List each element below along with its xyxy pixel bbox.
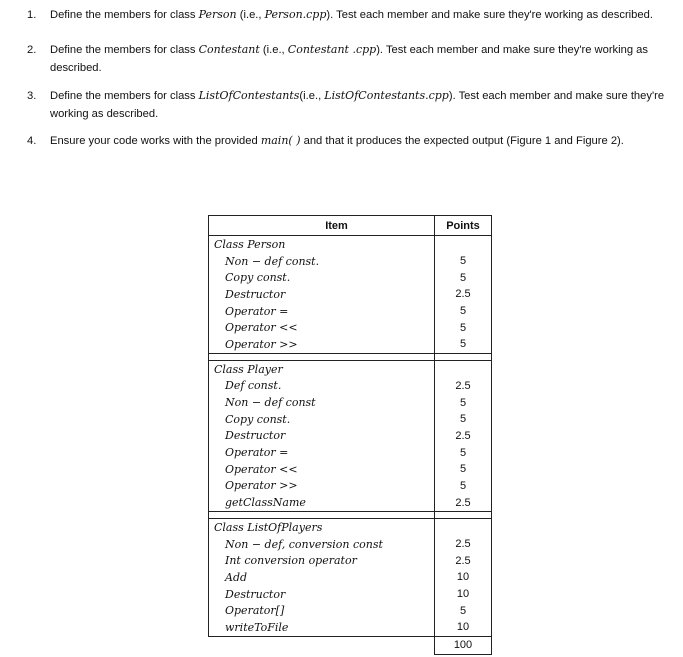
item-name: Operator = [209,303,435,320]
item-points: 10 [435,619,492,636]
item-name: Destructor [209,286,435,303]
item-points: 2.5 [435,494,492,511]
table-row [209,619,492,636]
table-row [209,444,492,461]
group-spacer [209,512,492,519]
table-row [209,569,492,586]
group-title-row [209,360,492,377]
item-points: 5 [435,478,492,495]
item-name: getClassName [209,494,435,511]
item-points: 5 [435,269,492,286]
instruction-number: 1. [27,9,37,21]
table-row [209,461,492,478]
instruction-number: 2. [27,44,37,56]
item-name: Int conversion operator [209,552,435,569]
table-row [209,394,492,411]
table-row [209,286,492,303]
table-row [209,253,492,270]
item-points: 2.5 [435,428,492,445]
item-points: 5 [435,394,492,411]
item-name: Add [209,569,435,586]
item-name: Def const. [209,378,435,395]
item-points: 2.5 [435,536,492,553]
table-row [209,411,492,428]
table-row [209,536,492,553]
instruction-text: Define the members for class Person (i.e., Person.cpp). Test each member and make sure they're working as described. [50,8,653,21]
instruction-number: 3. [27,90,37,102]
item-name: Destructor [209,428,435,445]
item-name: Non − def const [209,394,435,411]
table-row [209,586,492,603]
item-points: 5 [435,303,492,320]
item-name: Copy const. [209,269,435,286]
instruction-text: Define the members for class ListOfContestants(i.e., ListOfContestants.cpp). Test each member and make sure they're working as described. [50,89,665,120]
item-points: 5 [435,319,492,336]
table-row [209,602,492,619]
grading-table [208,215,492,655]
item-name: Operator >> [209,478,435,495]
total-row [209,636,492,654]
item-column-header: Item [209,216,435,236]
instruction-number: 4. [27,135,37,147]
item-points: 5 [435,411,492,428]
group-title-row [209,519,492,536]
item-name: Non − def, conversion const [209,536,435,553]
item-name: writeToFile [209,619,435,636]
group-title: Class Person [209,236,435,253]
item-points: 2.5 [435,552,492,569]
item-name: Operator >> [209,336,435,353]
item-name: Non − def const. [209,253,435,270]
item-name: Destructor [209,586,435,603]
item-name: Operator << [209,319,435,336]
item-points: 5 [435,444,492,461]
item-points: 2.5 [435,378,492,395]
table-row [209,428,492,445]
table-row [209,303,492,320]
table-row [209,552,492,569]
item-points: 10 [435,586,492,603]
table-row [209,336,492,353]
item-name: Operator[] [209,602,435,619]
total-points: 100 [435,636,492,654]
table-row [209,378,492,395]
instruction-text: Define the members for class Contestant (i.e., Contestant .cpp). Test each member and make sure they're working as described. [50,43,648,74]
item-points: 10 [435,569,492,586]
item-name: Copy const. [209,411,435,428]
item-name: Operator << [209,461,435,478]
table-row [209,319,492,336]
group-title: Class Player [209,360,435,377]
points-column-header: Points [435,216,492,236]
group-title: Class ListOfPlayers [209,519,435,536]
item-points: 2.5 [435,286,492,303]
table-row [209,269,492,286]
group-title-row [209,236,492,253]
item-points: 5 [435,602,492,619]
item-name: Operator = [209,444,435,461]
group-spacer [209,353,492,360]
item-points: 5 [435,253,492,270]
item-points: 5 [435,461,492,478]
table-header-row [209,216,492,236]
table-row [209,478,492,495]
instruction-text: Ensure your code works with the provided main( ) and that it produces the expected output (Figure 1 and Figure 2). [50,134,624,147]
table-row [209,494,492,511]
item-points: 5 [435,336,492,353]
